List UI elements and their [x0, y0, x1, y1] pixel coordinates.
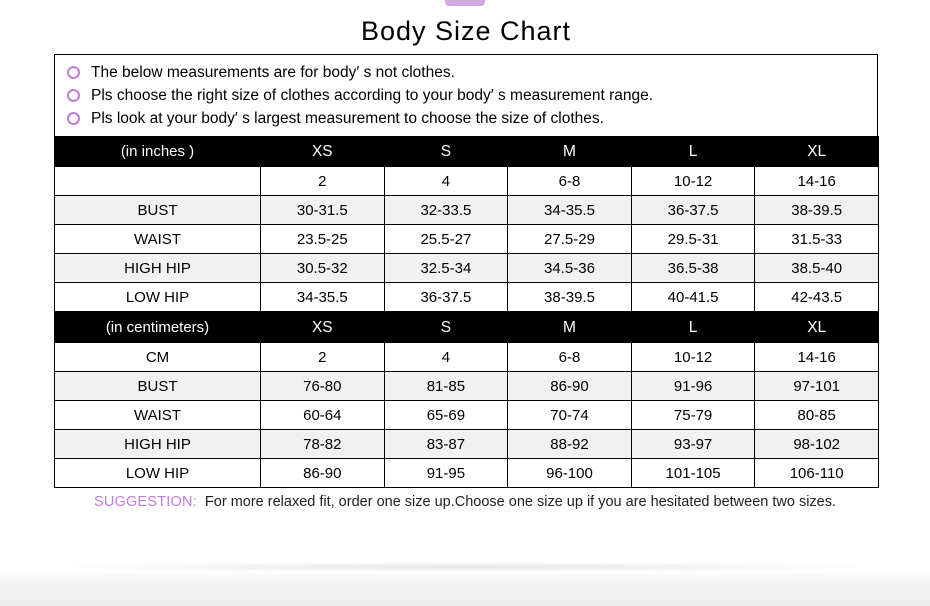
row-label: CM [55, 343, 261, 372]
table-cell: 29.5-31 [631, 225, 755, 254]
table-cell: 25.5-27 [384, 225, 508, 254]
table-cell: 80-85 [755, 401, 879, 430]
table-cell: 65-69 [384, 401, 508, 430]
note-text: Pls look at your body′ s largest measurement to choose the size of clothes. [91, 110, 604, 127]
table-cell: 36-37.5 [384, 283, 508, 312]
page-title: Body Size Chart [54, 14, 878, 55]
table-row [55, 196, 879, 225]
table-cell: 40-41.5 [631, 283, 755, 312]
table-cell: 30.5-32 [261, 254, 385, 283]
row-label: BUST [55, 196, 261, 225]
table-header-cell: S [384, 137, 508, 167]
table-cell: 14-16 [755, 167, 879, 196]
size-table-inches [54, 136, 879, 312]
table-cell: 34.5-36 [508, 254, 632, 283]
table-cell: 98-102 [755, 430, 879, 459]
note-item [67, 107, 877, 130]
table-cell: 93-97 [631, 430, 755, 459]
table-row [55, 254, 879, 283]
note-item [67, 84, 877, 107]
table-cell: 106-110 [755, 459, 879, 488]
table-cell: 10-12 [631, 167, 755, 196]
table-header-cell: M [508, 313, 632, 343]
table-header-cell: L [631, 313, 755, 343]
suggestion-label: SUGGESTION: [93, 494, 197, 510]
table-header-cell: (in inches ) [55, 137, 261, 167]
table-row [55, 283, 879, 312]
table-cell: 83-87 [384, 430, 508, 459]
table-header-row [55, 137, 879, 167]
table-row [55, 372, 879, 401]
table-cell: 96-100 [508, 459, 632, 488]
table-cell: 91-96 [631, 372, 755, 401]
note-text: Pls choose the right size of clothes according to your body′ s measurement range. [91, 87, 654, 104]
table-cell: 6-8 [508, 343, 632, 372]
note-text: The below measurements are for body′ s not clothes. [91, 64, 455, 81]
table-cell: 36-37.5 [631, 196, 755, 225]
row-label: WAIST [55, 225, 261, 254]
row-label: LOW HIP [55, 283, 261, 312]
row-label: HIGH HIP [55, 430, 261, 459]
table-cell: 34-35.5 [261, 283, 385, 312]
note-item [67, 61, 877, 84]
table-cell: 42-43.5 [755, 283, 879, 312]
table-header-cell: XL [755, 313, 879, 343]
table-cell: 2 [261, 343, 385, 372]
table-header-cell: S [384, 313, 508, 343]
table-cell: 6-8 [508, 167, 632, 196]
table-row [55, 225, 879, 254]
table-cell: 34-35.5 [508, 196, 632, 225]
suggestion-text: For more relaxed fit, order one size up.Choose one size up if you are hesitated between two sizes. [204, 494, 837, 510]
table-cell: 76-80 [261, 372, 385, 401]
size-table-centimeters [54, 312, 879, 488]
table-cell: 60-64 [261, 401, 385, 430]
table-header-cell: M [508, 137, 632, 167]
row-label: BUST [55, 372, 261, 401]
table-cell: 30-31.5 [261, 196, 385, 225]
bullet-icon [67, 89, 80, 102]
bullet-icon [67, 112, 80, 125]
row-label: WAIST [55, 401, 261, 430]
size-chart-container [54, 14, 878, 488]
table-cell: 70-74 [508, 401, 632, 430]
table-cell: 91-95 [384, 459, 508, 488]
table-row [55, 167, 879, 196]
bullet-icon [67, 66, 80, 79]
table-row [55, 343, 879, 372]
table-cell: 23.5-25 [261, 225, 385, 254]
table-header-cell: (in centimeters) [55, 313, 261, 343]
table-cell: 32-33.5 [384, 196, 508, 225]
table-cell: 86-90 [261, 459, 385, 488]
table-cell: 38-39.5 [508, 283, 632, 312]
table-cell: 36.5-38 [631, 254, 755, 283]
bottom-shadow [0, 548, 930, 606]
table-header-cell: L [631, 137, 755, 167]
table-header-row [55, 313, 879, 343]
table-cell: 4 [384, 167, 508, 196]
table-header-cell: XL [755, 137, 879, 167]
table-header-cell: XS [261, 137, 385, 167]
top-accent-bar [445, 0, 485, 6]
table-cell: 101-105 [631, 459, 755, 488]
table-cell: 78-82 [261, 430, 385, 459]
table-row [55, 430, 879, 459]
table-cell: 14-16 [755, 343, 879, 372]
row-label: HIGH HIP [55, 254, 261, 283]
table-cell: 81-85 [384, 372, 508, 401]
suggestion-note [0, 494, 930, 510]
table-cell: 75-79 [631, 401, 755, 430]
table-cell: 97-101 [755, 372, 879, 401]
table-cell: 31.5-33 [755, 225, 879, 254]
row-label: LOW HIP [55, 459, 261, 488]
table-cell: 38.5-40 [755, 254, 879, 283]
notes-list [54, 55, 878, 136]
table-cell: 27.5-29 [508, 225, 632, 254]
table-cell: 2 [261, 167, 385, 196]
table-cell: 86-90 [508, 372, 632, 401]
table-cell: 10-12 [631, 343, 755, 372]
row-label [55, 167, 261, 196]
table-header-cell: XS [261, 313, 385, 343]
table-cell: 4 [384, 343, 508, 372]
table-cell: 38-39.5 [755, 196, 879, 225]
table-row [55, 401, 879, 430]
table-cell: 32.5-34 [384, 254, 508, 283]
table-row [55, 459, 879, 488]
table-cell: 88-92 [508, 430, 632, 459]
